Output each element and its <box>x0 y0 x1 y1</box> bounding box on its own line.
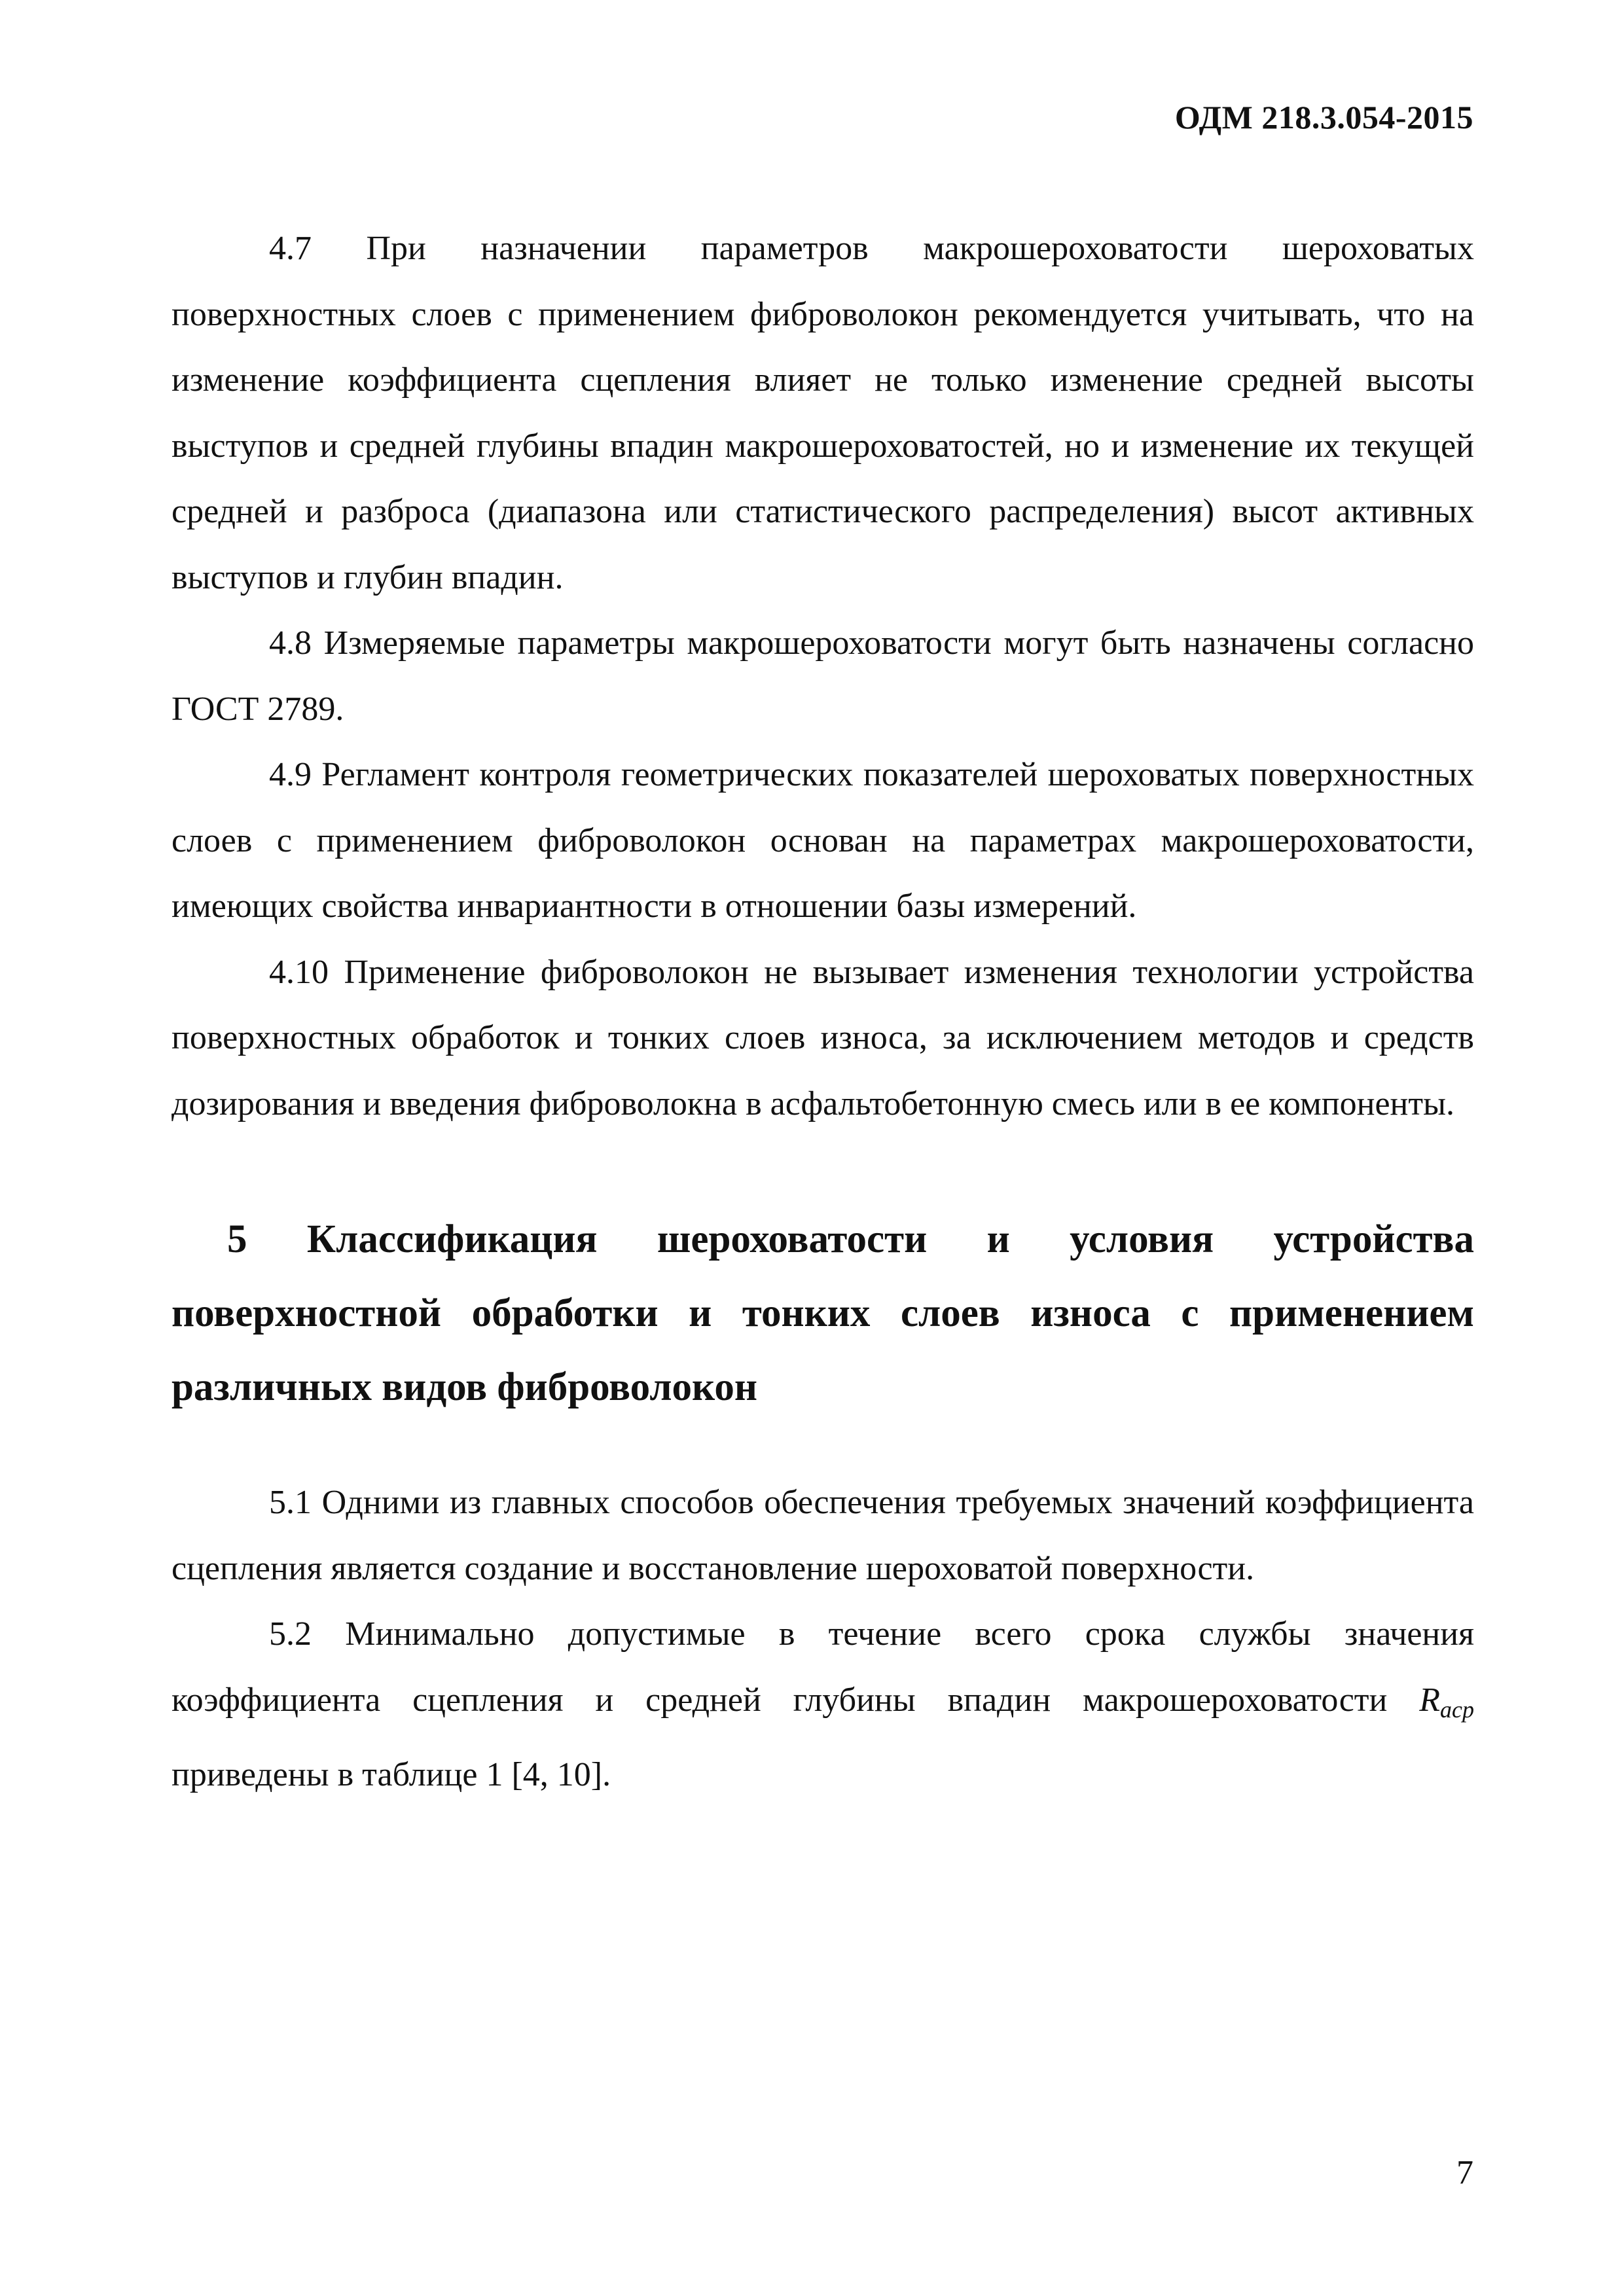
section-5-heading: 5 Классификация шероховатости и условия устройства поверхностной обработки и тонких слоев износа с применением различных видов фиброволокон <box>171 1217 1474 1409</box>
paragraph-5-2-text-end: приведены в таблице 1 [4, 10]. <box>171 1756 611 1793</box>
variable-subscript: acp <box>1440 1696 1474 1723</box>
paragraph-4-8: 4.8 Измеряемые параметры макрошероховатости могут быть назначены согласно ГОСТ 2789. <box>171 624 1474 728</box>
paragraph-5-1: 5.1 Одними из главных способов обеспечения требуемых значений коэффициента сцепления является создание и восстановление шероховатой поверхности. <box>171 1484 1474 1587</box>
paragraph-4-7: 4.7 При назначении параметров макрошероховатости шероховатых поверхностных слоев с применением фиброволокон рекомендуется учитывать, что на изменение коэффициента сцепления влияет не только изменение средней высоты выступов и средней глубины впадин макрошероховатостей, но и изменение их текущей средней и разброса (диапазона или статистического распределения) высот активных выступов и глубин впадин. <box>171 230 1474 596</box>
page-number: 7 <box>1456 2154 1473 2191</box>
document-code-header: ОДМ 218.3.054-2015 <box>1174 99 1473 135</box>
document-body <box>171 216 1474 1808</box>
paragraph-4-10: 4.10 Применение фиброволокон не вызывает изменения технологии устройства поверхностных обработок и тонких слоев износа, за исключением методов и средств дозирования и введения фиброволокна в асфальтобетонную смесь или в ее компоненты. <box>171 953 1474 1122</box>
paragraph-4-9: 4.9 Регламент контроля геометрических показателей шероховатых поверхностных слоев с применением фиброволокон основан на параметрах макрошероховатости, имеющих свойства инвариантности в отношении базы измерений. <box>171 756 1474 925</box>
variable-r: R <box>1419 1681 1441 1719</box>
paragraph-5-2 <box>171 1602 1474 1808</box>
paragraph-5-2-text-start: 5.2 Минимально допустимые в течение всего срока службы значения коэффициента сцепления и средней глубины впадин макрошероховатости <box>171 1615 1474 1719</box>
